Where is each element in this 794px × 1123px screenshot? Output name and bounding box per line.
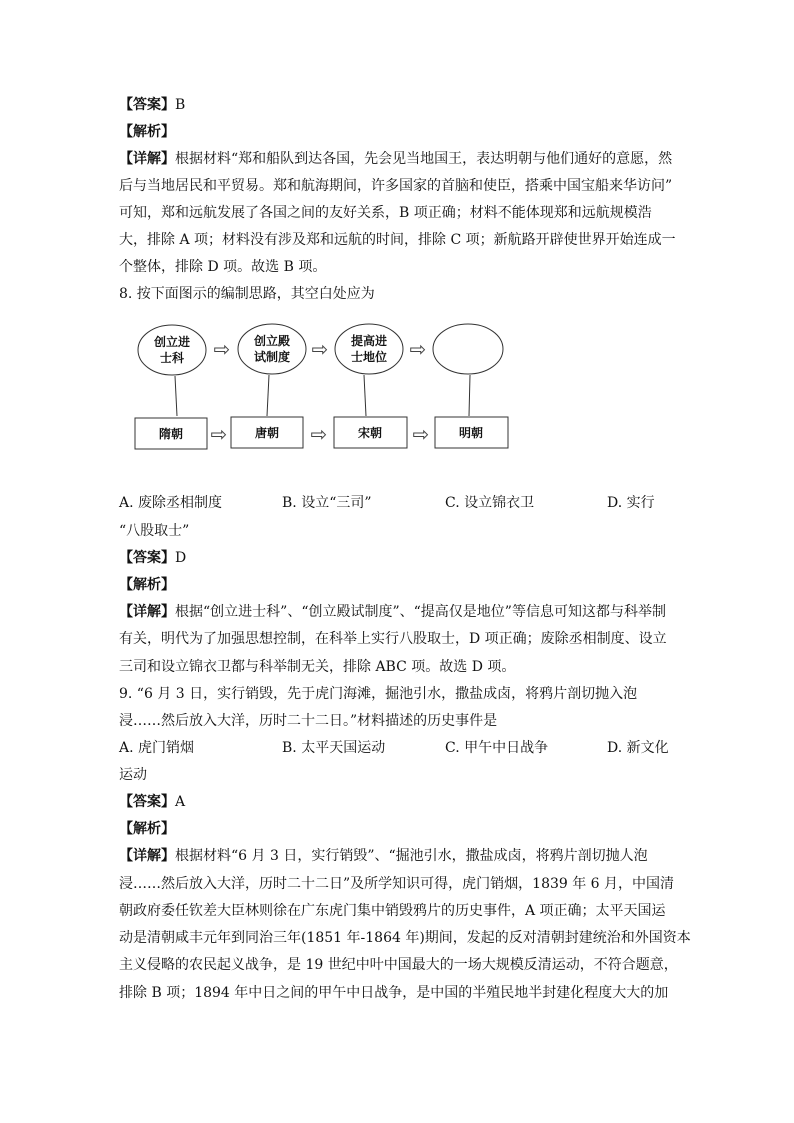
answer-tag: 【答案】 xyxy=(119,794,175,810)
arrow-icon: ⇨ xyxy=(311,337,329,361)
q7-detail-line-3: 可知，郑和远航发展了各国之间的友好关系，B 项正确；材料不能体现郑和远航规模浩 xyxy=(119,205,652,221)
q7-detail-line-4: 大，排除 A 项；材料没有涉及郑和远航的时间，排除 C 项；新航路开辟使世界开始连成一 xyxy=(119,232,676,248)
oval-3-line-1: 提高进 xyxy=(350,334,388,348)
q9-detail-line-3: 朝政府委任钦差大臣林则徐在广东虎门集中销毁鸦片的历史事件，A 项正确；太平天国运 xyxy=(119,903,666,919)
q8-analysis-tag: 【解析】 xyxy=(119,577,175,593)
q8-question: 8. 按下面图示的编制思路，其空白处应为 xyxy=(119,286,375,302)
detail-tag: 【详解】 xyxy=(119,151,175,167)
q9-detail-line-4: 动是清朝咸丰元年到同治三年(1851 年-1864 年)期间，发起的反对清朝封建统治和外国资本 xyxy=(119,930,691,946)
q9-option-d-continued: 运动 xyxy=(119,767,147,783)
q8-answer-line xyxy=(119,548,186,568)
q9-detail-line-5: 主义侵略的农民起义战争，是 19 世纪中叶中国最大的一场大规模反清运动，不符合题意， xyxy=(119,957,678,973)
q8-detail-line-3: 三司和设立锦衣卫都与科举制无关，排除 ABC 项。故选 D 项。 xyxy=(119,659,516,675)
answer-value: A xyxy=(175,794,186,810)
q9-detail-line-6: 排除 B 项；1894 年中日之间的甲午中日战争，是中国的半殖民地半封建化程度大大的加 xyxy=(119,985,669,1001)
q9-answer-line xyxy=(119,792,185,812)
answer-value: B xyxy=(175,97,186,113)
answer-tag: 【答案】 xyxy=(119,550,175,566)
detail-tag: 【详解】 xyxy=(119,604,175,620)
q8-option-d-continued: “八股取士” xyxy=(119,523,190,539)
arrow-icon: ⇨ xyxy=(409,337,427,361)
answer-value: D xyxy=(175,550,187,566)
detail-tag: 【详解】 xyxy=(119,848,175,864)
arrow-icon: ⇨ xyxy=(210,422,228,446)
q7-detail-line-1 xyxy=(119,149,672,169)
q7-analysis-tag: 【解析】 xyxy=(119,124,175,140)
q9-option-a: A. 虎门销烟 xyxy=(119,740,195,756)
q9-question-line-2: 浸……然后放入大洋，历时二十二日。”材料描述的历史事件是 xyxy=(119,713,498,729)
detail-text: 根据材料“6 月 3 日，实行销毁”、“掘池引水，撒盐成卤，将鸦片剖切抛人泡 xyxy=(175,848,648,864)
connector-line-4 xyxy=(469,375,470,416)
q8-option-b: B. 设立“三司” xyxy=(282,495,372,511)
q9-detail-line-2: 浸……然后放入大洋，历时二十二日”及所学知识可得，虎门销烟，1839 年 6 月，中国清 xyxy=(119,876,675,892)
q9-option-d: D. 新文化 xyxy=(607,740,669,756)
connector-line-3 xyxy=(364,375,366,416)
arrow-icon: ⇨ xyxy=(310,422,328,446)
oval-1 xyxy=(138,325,206,375)
q8-flow-diagram xyxy=(132,320,532,460)
oval-2-line-2: 试制度 xyxy=(253,350,291,364)
box-2-label: 唐朝 xyxy=(254,426,280,440)
oval-2 xyxy=(238,324,306,374)
arrow-icon: ⇨ xyxy=(213,337,231,361)
q7-detail-line-2: 后与当地居民和平贸易。郑和航海期间，许多国家的首脑和使臣，搭乘中国宝船来华访问” xyxy=(119,178,673,194)
detail-text: 根据材料“郑和船队到达各国，先会见当地国王，表达明朝与他们通好的意愿，然 xyxy=(175,151,673,167)
oval-3 xyxy=(335,324,403,374)
q8-detail-line-1 xyxy=(119,602,666,622)
connector-line-2 xyxy=(267,375,269,416)
q7-answer-line xyxy=(119,95,185,115)
box-4-label: 明朝 xyxy=(458,426,484,440)
q9-option-c: C. 甲午中日战争 xyxy=(445,740,549,756)
box-3-label: 宋朝 xyxy=(357,426,383,440)
oval-blank xyxy=(433,324,503,374)
q8-detail-line-2: 有关，明代为了加强思想控制，在科举上实行八股取士，D 项正确；废除丞相制度、设立 xyxy=(119,631,667,647)
box-1-label: 隋朝 xyxy=(158,427,184,441)
oval-1-line-2: 士科 xyxy=(159,351,185,365)
q8-option-d: D. 实行 xyxy=(607,495,655,511)
connector-line-1 xyxy=(175,376,177,416)
answer-tag: 【答案】 xyxy=(119,97,175,113)
oval-2-line-1: 创立殿 xyxy=(253,334,291,348)
q8-option-c: C. 设立锦衣卫 xyxy=(445,495,535,511)
q9-question-line-1: 9. “6 月 3 日，实行销毁，先于虎门海滩，掘池引水，撒盐成卤，将鸦片剖切抛入泡 xyxy=(119,686,638,702)
oval-1-line-1: 创立进 xyxy=(153,335,191,349)
q7-detail-line-5: 个整体，排除 D 项。故选 B 项。 xyxy=(119,259,327,275)
q8-option-a: A. 废除丞相制度 xyxy=(119,495,223,511)
arrow-icon: ⇨ xyxy=(412,422,430,446)
q9-analysis-tag: 【解析】 xyxy=(119,821,175,837)
q9-option-b: B. 太平天国运动 xyxy=(282,740,386,756)
detail-text: 根据“创立进士科”、“创立殿试制度”、“提高仅是地位”等信息可知这都与科举制 xyxy=(175,604,666,620)
oval-3-line-2: 士地位 xyxy=(350,350,388,364)
q9-detail-line-1 xyxy=(119,846,648,866)
